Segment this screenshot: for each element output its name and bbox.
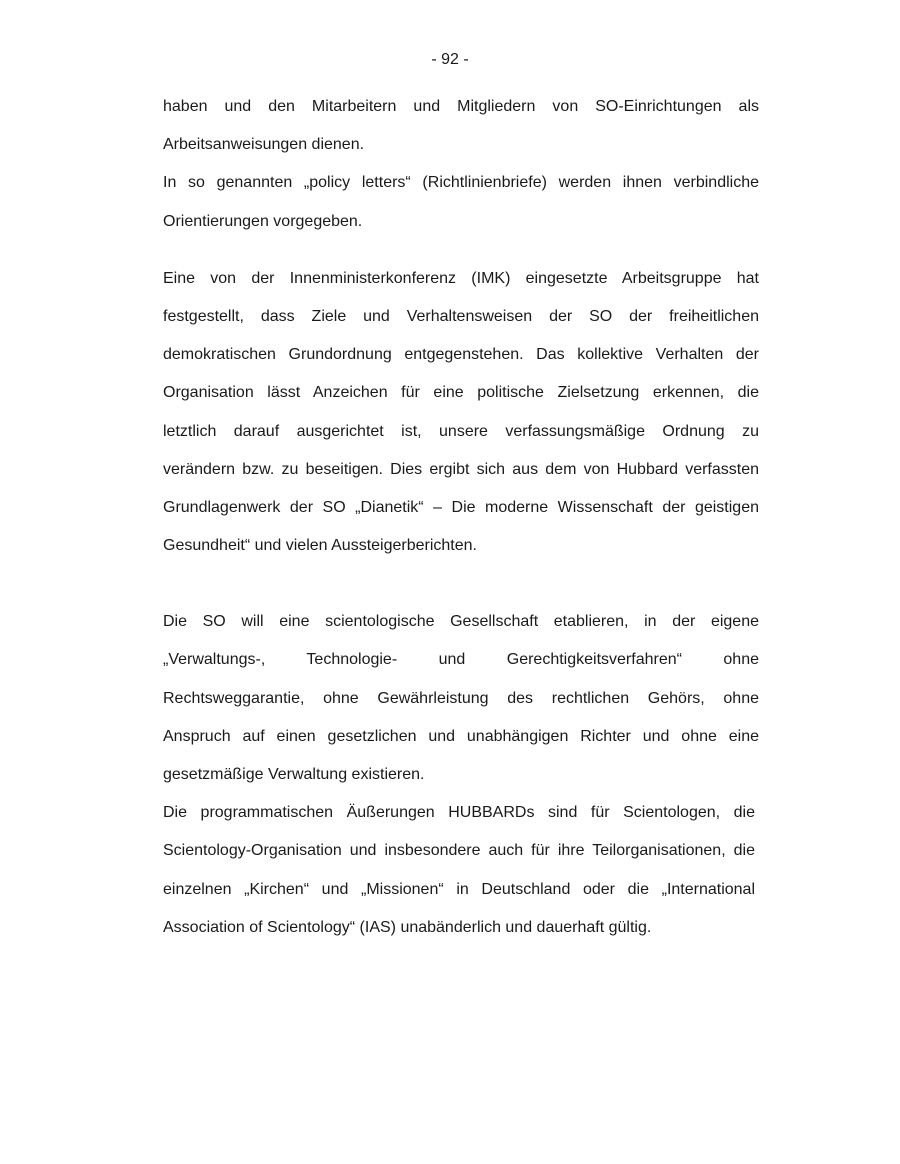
text-line: Grundlagenwerk der SO „Dianetik“ – Die moderne Wissenschaft der geistigen (163, 498, 759, 516)
text-line: Orientierungen vorgegeben. (163, 212, 363, 230)
text-line: Die programmatischen Äußerungen HUBBARDs sind für Scientologen, die (163, 804, 755, 822)
text-line: letztlich darauf ausgerichtet ist, unsere verfassungsmäßige Ordnung zu (163, 422, 759, 440)
text-line: Scientology-Organisation und insbesondere auch für ihre Teilorganisationen, die (163, 842, 755, 860)
text-line: „Verwaltungs-, Technologie- und Gerechtigkeitsverfahren“ ohne (163, 651, 759, 669)
paragraph-hubbard-statements (163, 794, 759, 947)
paragraph-work-instructions (163, 88, 759, 164)
text-line: Eine von der Innenministerkonferenz (IMK) eingesetzte Arbeitsgruppe hat (163, 269, 759, 287)
text-line: festgestellt, dass Ziele und Verhaltensweisen der SO der freiheitlichen (163, 307, 759, 325)
text-line: Die SO will eine scientologische Gesellschaft etablieren, in der eigene (163, 613, 759, 631)
text-line: In so genannten „policy letters“ (Richtlinienbriefe) werden ihnen verbindliche (163, 174, 759, 192)
text-line: Anspruch auf einen gesetzlichen und unabhängigen Richter und ohne eine (163, 727, 759, 745)
paragraph-policy-letters (163, 164, 759, 240)
text-line: gesetzmäßige Verwaltung existieren. (163, 766, 425, 783)
text-line: demokratischen Grundordnung entgegenstehen. Das kollektive Verhalten der (163, 346, 759, 364)
document-body (163, 88, 759, 947)
paragraph-imk-findings (163, 260, 759, 566)
paragraph-scientological-society (163, 603, 759, 794)
text-line: Gesundheit“ und vielen Aussteigerberichten. (163, 537, 477, 555)
text-line: Arbeitsanweisungen dienen. (163, 136, 365, 154)
text-line: haben und den Mitarbeitern und Mitgliedern von SO-Einrichtungen als (163, 98, 759, 115)
text-line: verändern bzw. zu beseitigen. Dies ergibt sich aus dem von Hubbard verfassten (163, 460, 759, 478)
text-line: Rechtsweggarantie, ohne Gewährleistung des rechtlichen Gehörs, ohne (163, 689, 759, 707)
text-line: einzelnen „Kirchen“ und „Missionen“ in Deutschland oder die „International (163, 880, 755, 898)
text-line: Organisation lässt Anzeichen für eine politische Zielsetzung erkennen, die (163, 384, 759, 402)
page-number: - 92 - (431, 51, 469, 68)
text-line: Association of Scientology“ (IAS) unabänderlich und dauerhaft gültig. (163, 918, 652, 936)
